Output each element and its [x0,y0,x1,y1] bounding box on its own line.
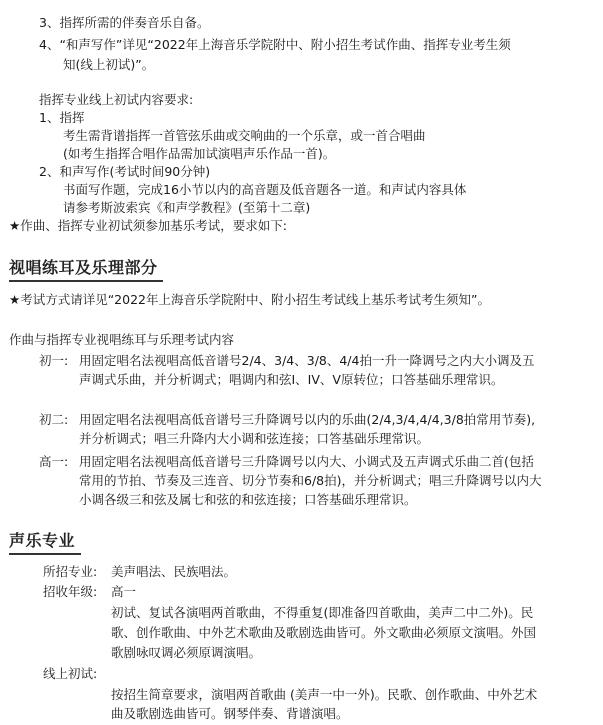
grade-value: 高一 [111,584,137,599]
chu1-line1: 用固定唱名法视唱高低音谱号2/4、3/4、3/8、4/4拍一升一降调号之内大小调及五 [79,353,535,368]
requirement-item-3: 3、指挥所需的伴奏音乐自备。 [39,15,210,30]
conducting-sub1-line2: (如考生指挥合唱作品需加试演唱声乐作品一首)。 [63,146,336,161]
conducting-note: ★作曲、指挥专业初试须参加基乐考试，要求如下: [9,218,287,233]
vocal-heading: 声乐专业 [9,531,76,550]
online-line2: 曲及歌剧选曲皆可。钢琴伴奏、背谱演唱。 [111,706,349,721]
solfege-heading: 视唱练耳及乐理部分 [9,258,158,277]
conducting-sub2-line1: 书面写作题，完成16小节以内的高音题及低音题各一道。和声试内容具体 [63,182,467,197]
chu2-line1: 用固定唱名法视唱高低音谱号三升降调号以内的乐曲(2/4,3/4,4/4,3/8拍常用节奏), [79,412,536,427]
gao1-line3: 小调各级三和弦及属七和弦的和弦连接；口答基础乐理常识。 [79,492,417,507]
solfege-note: ★考试方式请详见“2022年上海音乐学院附中、附小招生考试线上基乐考试考生须知”。 [9,292,490,307]
conducting-online-title: 指挥专业线上初试内容要求: [39,92,194,107]
online-line1: 按招生简章要求，演唱两首歌曲 (美声一中一外)。民歌、创作歌曲、中外艺术 [111,687,538,702]
solfege-subtitle: 作曲与指挥专业视唱练耳与乐理考试内容 [9,332,235,347]
requirement-item-4-line1: 4、“和声写作”详见“2022年上海音乐学院附中、附小招生考试作曲、指挥专业考生须 [39,37,511,52]
chu2-line2: 并分析调式；唱三升降内大小调和弦连接；口答基础乐理常识。 [79,431,430,446]
gao1-label: 高一: [39,454,69,469]
majors-value: 美声唱法、民族唱法。 [111,564,237,579]
grade-line2: 歌、创作歌曲、中外艺术歌曲及歌剧选曲皆可。外文歌曲必须原文演唱。外国 [111,625,537,640]
gao1-line1: 用固定唱名法视唱高低音谱号三升降调号以内大、小调式及五声调式乐曲二首(包括 [79,454,534,469]
majors-label: 所招专业: [43,564,98,579]
conducting-sub2-line2: 请参考斯波索宾《和声学教程》(至第十二章) [63,200,311,215]
conducting-sub2-title: 2、和声写作(考试时间90分钟) [39,164,211,179]
conducting-sub1-title: 1、指挥 [39,110,85,125]
solfege-heading-underline [9,280,163,282]
grade-label: 招收年级: [43,584,98,599]
chu2-label: 初二: [39,412,69,427]
vocal-heading-underline [9,553,81,555]
requirement-item-4-line2: 知(线上初试)”。 [63,57,155,72]
chu1-line2: 声调式乐曲，并分析调式；唱调内和弦I、IV、V原转位；口答基础乐理常识。 [79,372,504,387]
grade-line3: 歌剧咏叹调必须原调演唱。 [111,645,262,660]
online-label: 线上初试: [43,666,98,681]
gao1-line2: 常用的节拍、节奏及三连音、切分节奏和6/8拍)，并分析调式；唱三升降调号以内大 [79,473,542,488]
chu1-label: 初一: [39,353,69,368]
conducting-sub1-line1: 考生需背谱指挥一首管弦乐曲或交响曲的一个乐章，或一首合唱曲 [63,128,426,143]
grade-line1: 初试、复试各演唱两首歌曲，不得重复(即准备四首歌曲，美声二中二外)。民 [111,605,534,620]
